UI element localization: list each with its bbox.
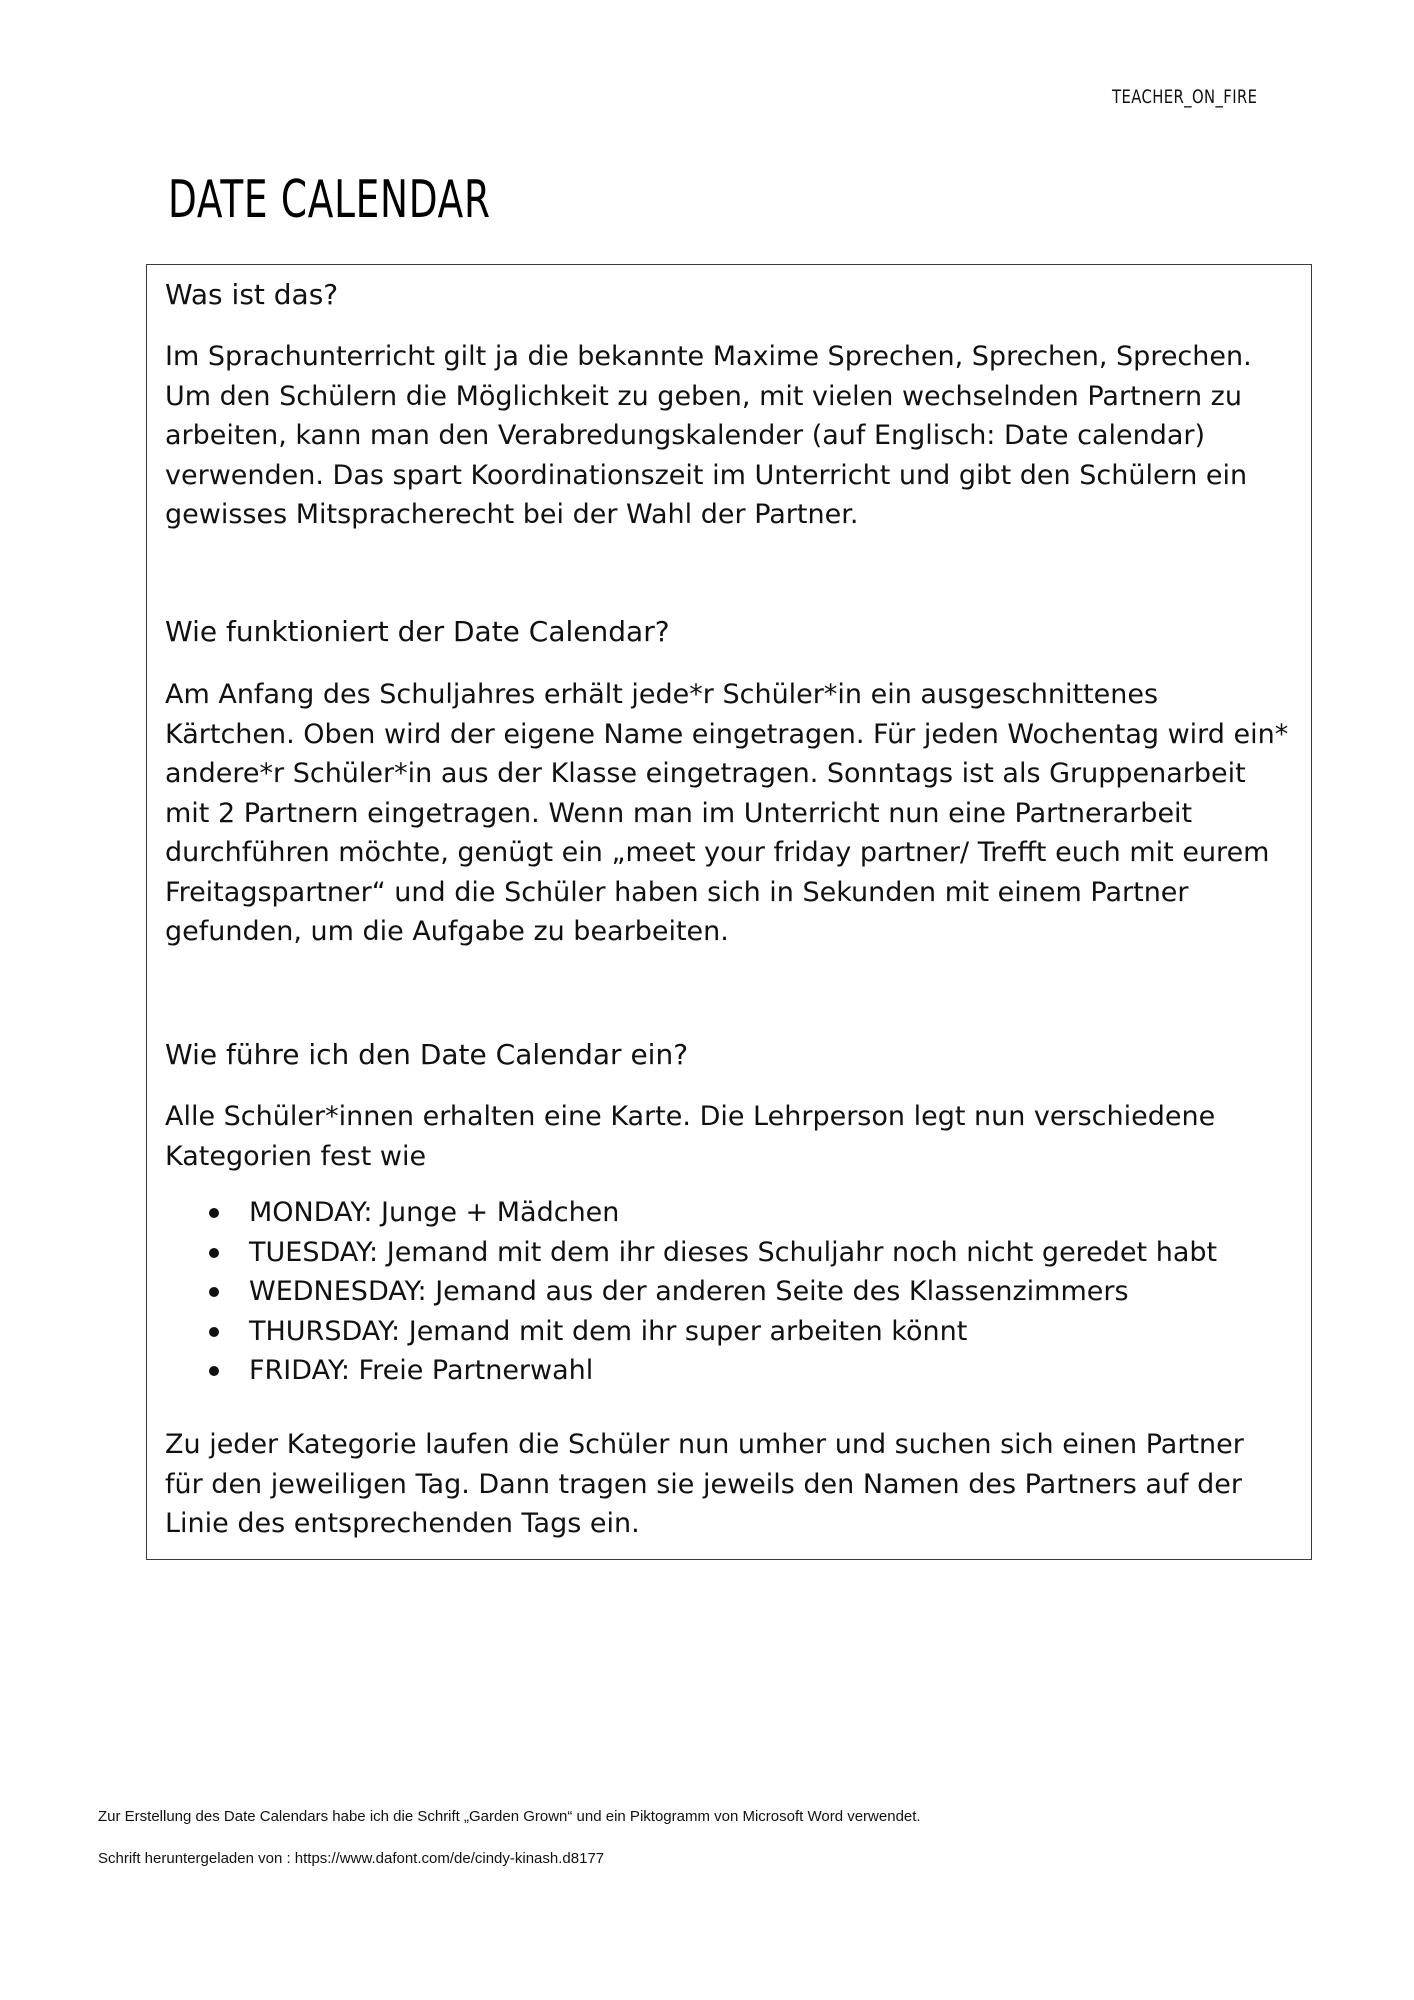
text-line: verwenden. Das spart Koordinationszeit im Unterricht und gibt den Schülern ein xyxy=(165,459,1248,491)
list-item-text: TUESDAY: Jemand mit dem ihr dieses Schuljahr noch nicht geredet habt xyxy=(249,1236,1218,1268)
section-heading-introduction: Wie führe ich den Date Calendar ein? xyxy=(165,1038,689,1071)
text-line: gefunden, um die Aufgabe zu bearbeiten. xyxy=(165,916,729,947)
text-line: gewisses Mitspracherecht bei der Wahl der Partner. xyxy=(165,499,859,530)
text-line: Zu jeder Kategorie laufen die Schüler nun umher und suchen sich einen Partner xyxy=(165,1429,1244,1460)
bullet-icon xyxy=(209,1287,219,1297)
text-line: Linie des entsprechenden Tags ein. xyxy=(165,1508,640,1539)
list-item-text: MONDAY: Junge + Mädchen xyxy=(249,1197,620,1228)
footnote-font-credit: Zur Erstellung des Date Calendars habe ich die Schrift „Garden Grown“ und ein Piktogramm von Microsoft Word verwendet. xyxy=(98,1808,921,1825)
info-box xyxy=(146,264,1312,1560)
list-item-thursday xyxy=(165,1312,1217,1352)
list-item-tuesday xyxy=(165,1233,1217,1273)
text-line: Im Sprachunterricht gilt ja die bekannte Maxime Sprechen, Sprechen, Sprechen. xyxy=(165,341,1252,372)
brand-handle: TEACHER_ON_FIRE xyxy=(1112,86,1258,108)
text-line: durchführen möchte, genügt ein „meet your friday partner/ Trefft euch mit eurem xyxy=(165,837,1270,868)
list-item-text: THURSDAY: Jemand mit dem ihr super arbeiten könnt xyxy=(249,1315,968,1347)
section-heading-how-it-works: Wie funktioniert der Date Calendar? xyxy=(165,615,670,648)
bullet-icon xyxy=(209,1327,219,1337)
bullet-icon xyxy=(209,1248,219,1258)
list-item-wednesday xyxy=(165,1272,1217,1312)
list-item-text: WEDNESDAY: Jemand aus der anderen Seite des Klassenzimmers xyxy=(249,1276,1129,1307)
bullet-icon xyxy=(209,1366,219,1376)
paragraph-introduction xyxy=(165,1097,1305,1176)
text-line: Kärtchen. Oben wird der eigene Name eingetragen. Für jeden Wochentag wird ein* xyxy=(165,718,1289,750)
text-line: mit 2 Partnern eingetragen. Wenn man im Unterricht nun eine Partnerarbeit xyxy=(165,797,1193,829)
paragraph-procedure xyxy=(165,1425,1305,1544)
page-title: DATE CALENDAR xyxy=(168,170,491,230)
paragraph-how-it-works xyxy=(165,675,1305,952)
text-line: Um den Schülern die Möglichkeit zu geben, mit vielen wechselnden Partnern zu xyxy=(165,380,1242,412)
text-line: Am Anfang des Schuljahres erhält jede*r Schüler*in ein ausgeschnittenes xyxy=(165,679,1159,710)
text-line: andere*r Schüler*in aus der Klasse eingetragen. Sonntags ist als Gruppenarbeit xyxy=(165,758,1246,789)
list-item-friday xyxy=(165,1351,1217,1391)
list-item-monday xyxy=(165,1193,1217,1233)
section-heading-what: Was ist das? xyxy=(165,278,339,311)
text-line: Kategorien fest wie xyxy=(165,1140,427,1172)
weekday-category-list xyxy=(165,1193,1217,1391)
paragraph-what xyxy=(165,337,1305,535)
bullet-icon xyxy=(209,1208,219,1218)
text-line: für den jeweiligen Tag. Dann tragen sie jeweils den Namen des Partners auf der xyxy=(165,1468,1242,1500)
text-line: Alle Schüler*innen erhalten eine Karte. Die Lehrperson legt nun verschiedene xyxy=(165,1101,1216,1132)
text-line: Freitagspartner“ und die Schüler haben sich in Sekunden mit einem Partner xyxy=(165,876,1189,908)
text-line: arbeiten, kann man den Verabredungskalender (auf Englisch: Date calendar) xyxy=(165,420,1206,451)
list-item-text: FRIDAY: Freie Partnerwahl xyxy=(249,1355,594,1386)
footnote-font-source: Schrift heruntergeladen von : https://www.dafont.com/de/cindy-kinash.d8177 xyxy=(98,1850,605,1867)
